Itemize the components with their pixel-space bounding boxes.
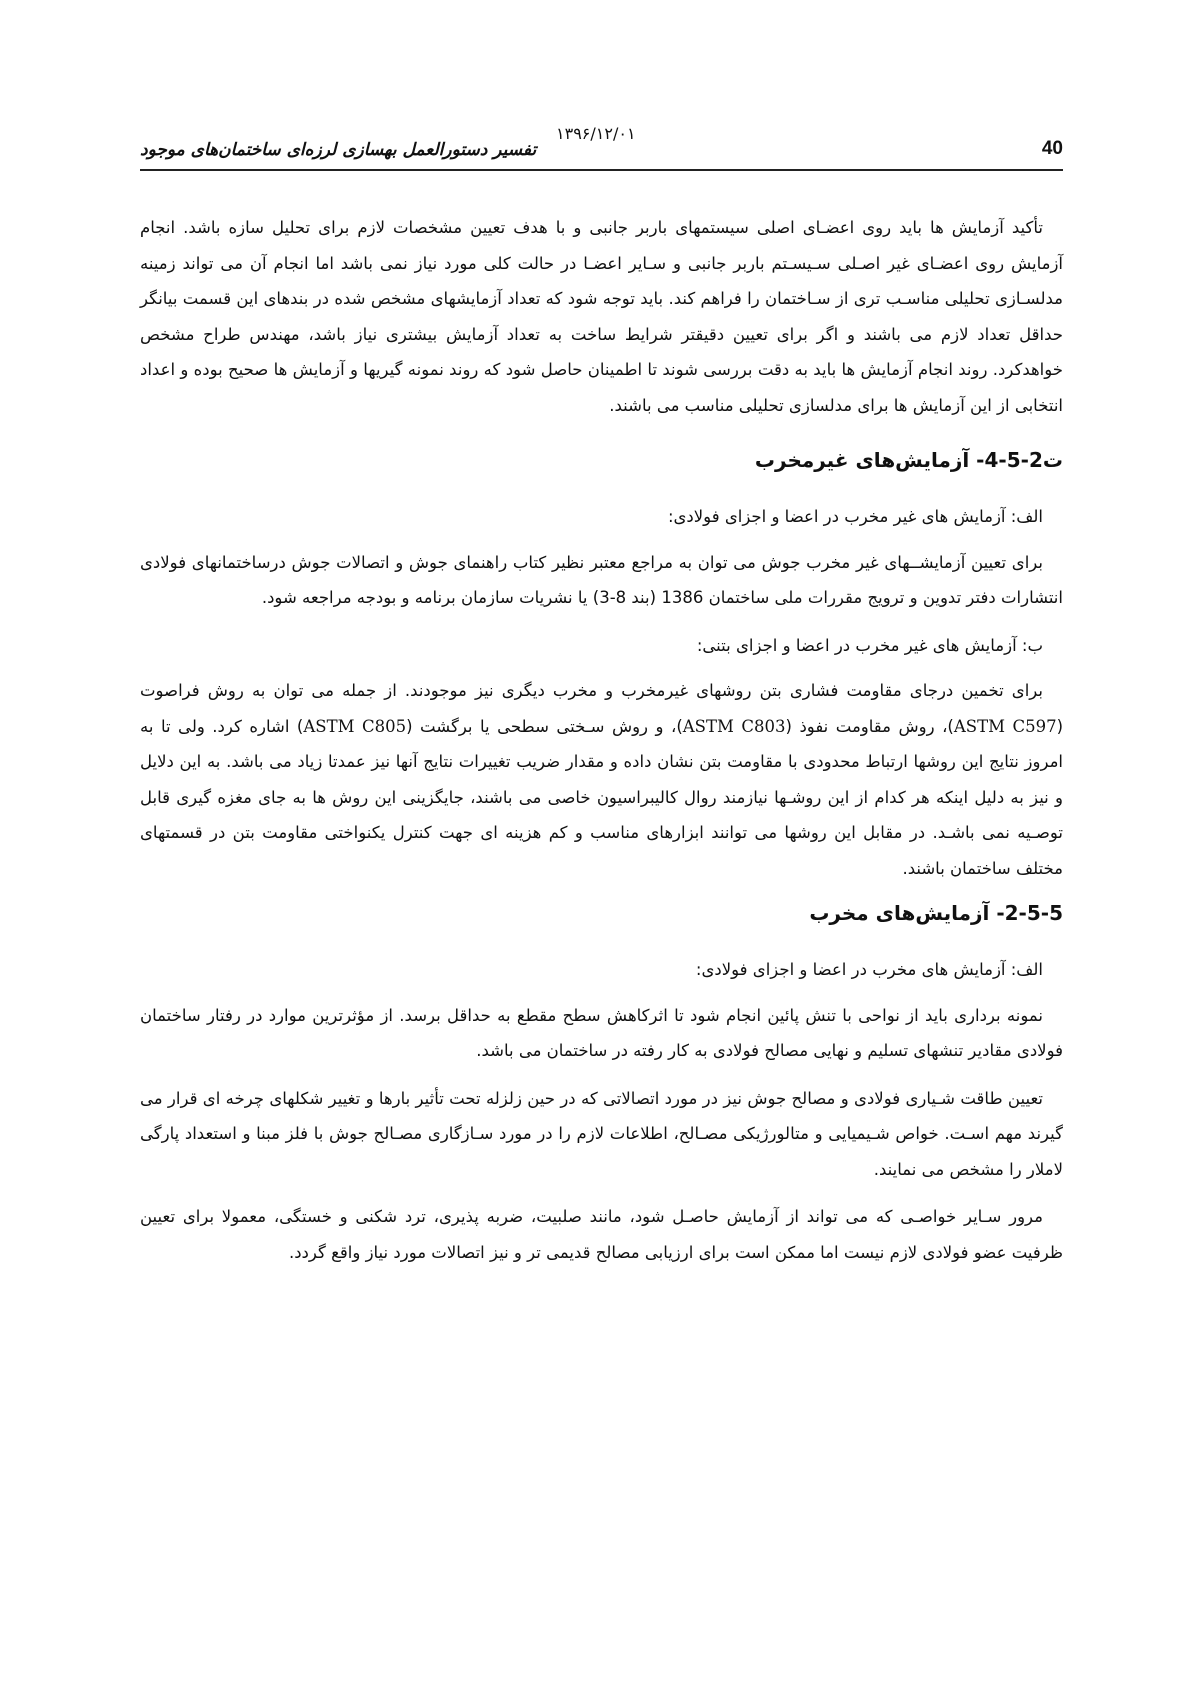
paragraph-steel-welding-references: برای تعیین آزمایشــهای غیر مخرب جوش می توان به مراجع معتبر نظیر کتاب راهنمای جوش و اتصالات جوش درساختمانهای فولادی انتشارات دفتر تدوین و ترویج مقررات ملی ساختمان 1386 (بند 8-3) یا نشریات سازمان برنامه و بودجه مراجعه شود. <box>140 552 1063 607</box>
paragraph-text-part: )، و روش سـختی سطحی یا برگشت ( <box>406 716 683 736</box>
paragraph-text-part: ) اشاره کرد. ولی تا به امروز نتایج این روشها ارتباط محدودی با مقاومت بتن نشان داده و مقدار ضریب تغییرات نتایج آنها نیز عمدتا زیاد می باشد. به این دلایل و نیز به دلیل اینکه هر کدام از این روشـها نیازمند روال کالیبراسیون خاصی می باشند، جایگزینی این روش ها به جای مغزه گیری قابل توصـیه نمی باشـد. در مقابل این روشها می توانند ابزارهای مناسب و کم هزینه ای جهت کنترل یکنواختی مقاومت بتن در قسمتهای مختلف ساختمان باشند. <box>140 716 1063 878</box>
paragraph-text-part: برای تخمین درجای مقاومت فشاری بتن روشهای غیرمخرب و مخرب دیگری نیز موجودند. از جمله می توان به روش فراصوت ( <box>140 681 1064 736</box>
subheading-steel-destructive: الف: آزمایش های مخرب در اعضا و اجزای فولادی: <box>695 960 1043 979</box>
running-title: تفسیر دستورالعمل بهسازی لرزه‌ای ساختمان‌های موجود <box>140 140 537 160</box>
header-divider <box>140 169 1063 171</box>
paragraph-fracture-toughness: تعیین طاقت شـیاری فولادی و مصالح جوش نیز در مورد اتصالاتی که در حین زلزله تحت تأثیر بارها و تغییر شکلهای چرخه ای قرار می گیرند مهم اسـت. خواص شـیمیایی و متالورژیکی مصـالح، اطلاعات لازم را در مورد سـازگاری مصـالح جوش با فلز مبنا و استعداد پارگی لاملار را مشخص می نمایند. <box>140 1088 1063 1179</box>
page-number: 40 <box>1041 138 1063 159</box>
section-heading-destructive-tests: 2-5-5- آزمایش‌های مخرب <box>809 901 1063 925</box>
paragraph-concrete-strength-methods <box>140 673 1063 886</box>
paragraph-text-part: )، روش مقاومت نفوذ ( <box>785 716 954 736</box>
paragraph-sampling: نمونه برداری باید از نواحی با تنش پائین انجام شود تا اثرکاهش سطح مقطع به حداقل برسد. از مؤثرترین موارد در رفتار ساختمان فولادی مقادیر تنشهای تسلیم و نهایی مصالح فولادی به کار رفته در ساختمان می باشد. <box>140 1005 1063 1060</box>
intro-paragraph: تأکید آزمایش ها باید روی اعضـای اصلی سیستمهای باربر جانبی و با هدف تعیین مشخصات لازم برای تحلیل سازه باشد. انجام آزمایش روی اعضـای غیر اصـلی سـیسـتم باربر جانبی و سـایر اعضـا در حالت کلی مورد نیاز نمی باشد اما انجام آن می تواند زمینه مدلسـازی تحلیلی مناسـب تری از سـاختمان را فراهم کند. باید توجه شود که تعداد آزمایشهای مشخص شده در بندهای این قسمت بیانگر حداقل تعداد لازم می باشند و اگر برای تعیین دقیقتر شرایط ساخت به تعداد آزمایش بیشتری نیاز باشد، مهندس طراح مشخص خواهدکرد. روند انجام آزمایش ها باید به دقت بررسی شوند تا اطمینان حاصل شود که روند نمونه گیریها و آزمایش ها صحیح بوده و اعداد انتخابی از این آزمایش ها برای مدلسازی تحلیلی مناسب می باشند. <box>140 218 1063 415</box>
header-date: ۱۳۹۶/۱۲/۰۱ <box>556 124 636 143</box>
subheading-concrete-nondestructive: ب: آزمایش های غیر مخرب در اعضا و اجزای بتنی: <box>696 635 1043 655</box>
page-header <box>140 124 1063 166</box>
standard-reference: ASTM C597 <box>953 716 1057 736</box>
paragraph-other-properties: مرور سـایر خواصـی که می تواند از آزمایش حاصـل شود، مانند صلبیت، ضربه پذیری، ترد شکنی و خستگی، معمولا برای تعیین ظرفیت عضو فولادی لازم نیست اما ممکن است برای ارزیابی مصالح قدیمی تر و نیز اتصالات مورد نیاز واقع گردد. <box>140 1207 1063 1262</box>
section-heading-nondestructive-tests: ت2-5-4- آزمایش‌های غیرمخرب <box>754 448 1063 472</box>
page-body <box>140 210 1063 1282</box>
standard-reference: ASTM C805 <box>303 716 407 736</box>
standard-reference: ASTM C803 <box>682 716 786 736</box>
subheading-steel-nondestructive: الف: آزمایش های غیر مخرب در اعضا و اجزای فولادی: <box>667 507 1043 526</box>
